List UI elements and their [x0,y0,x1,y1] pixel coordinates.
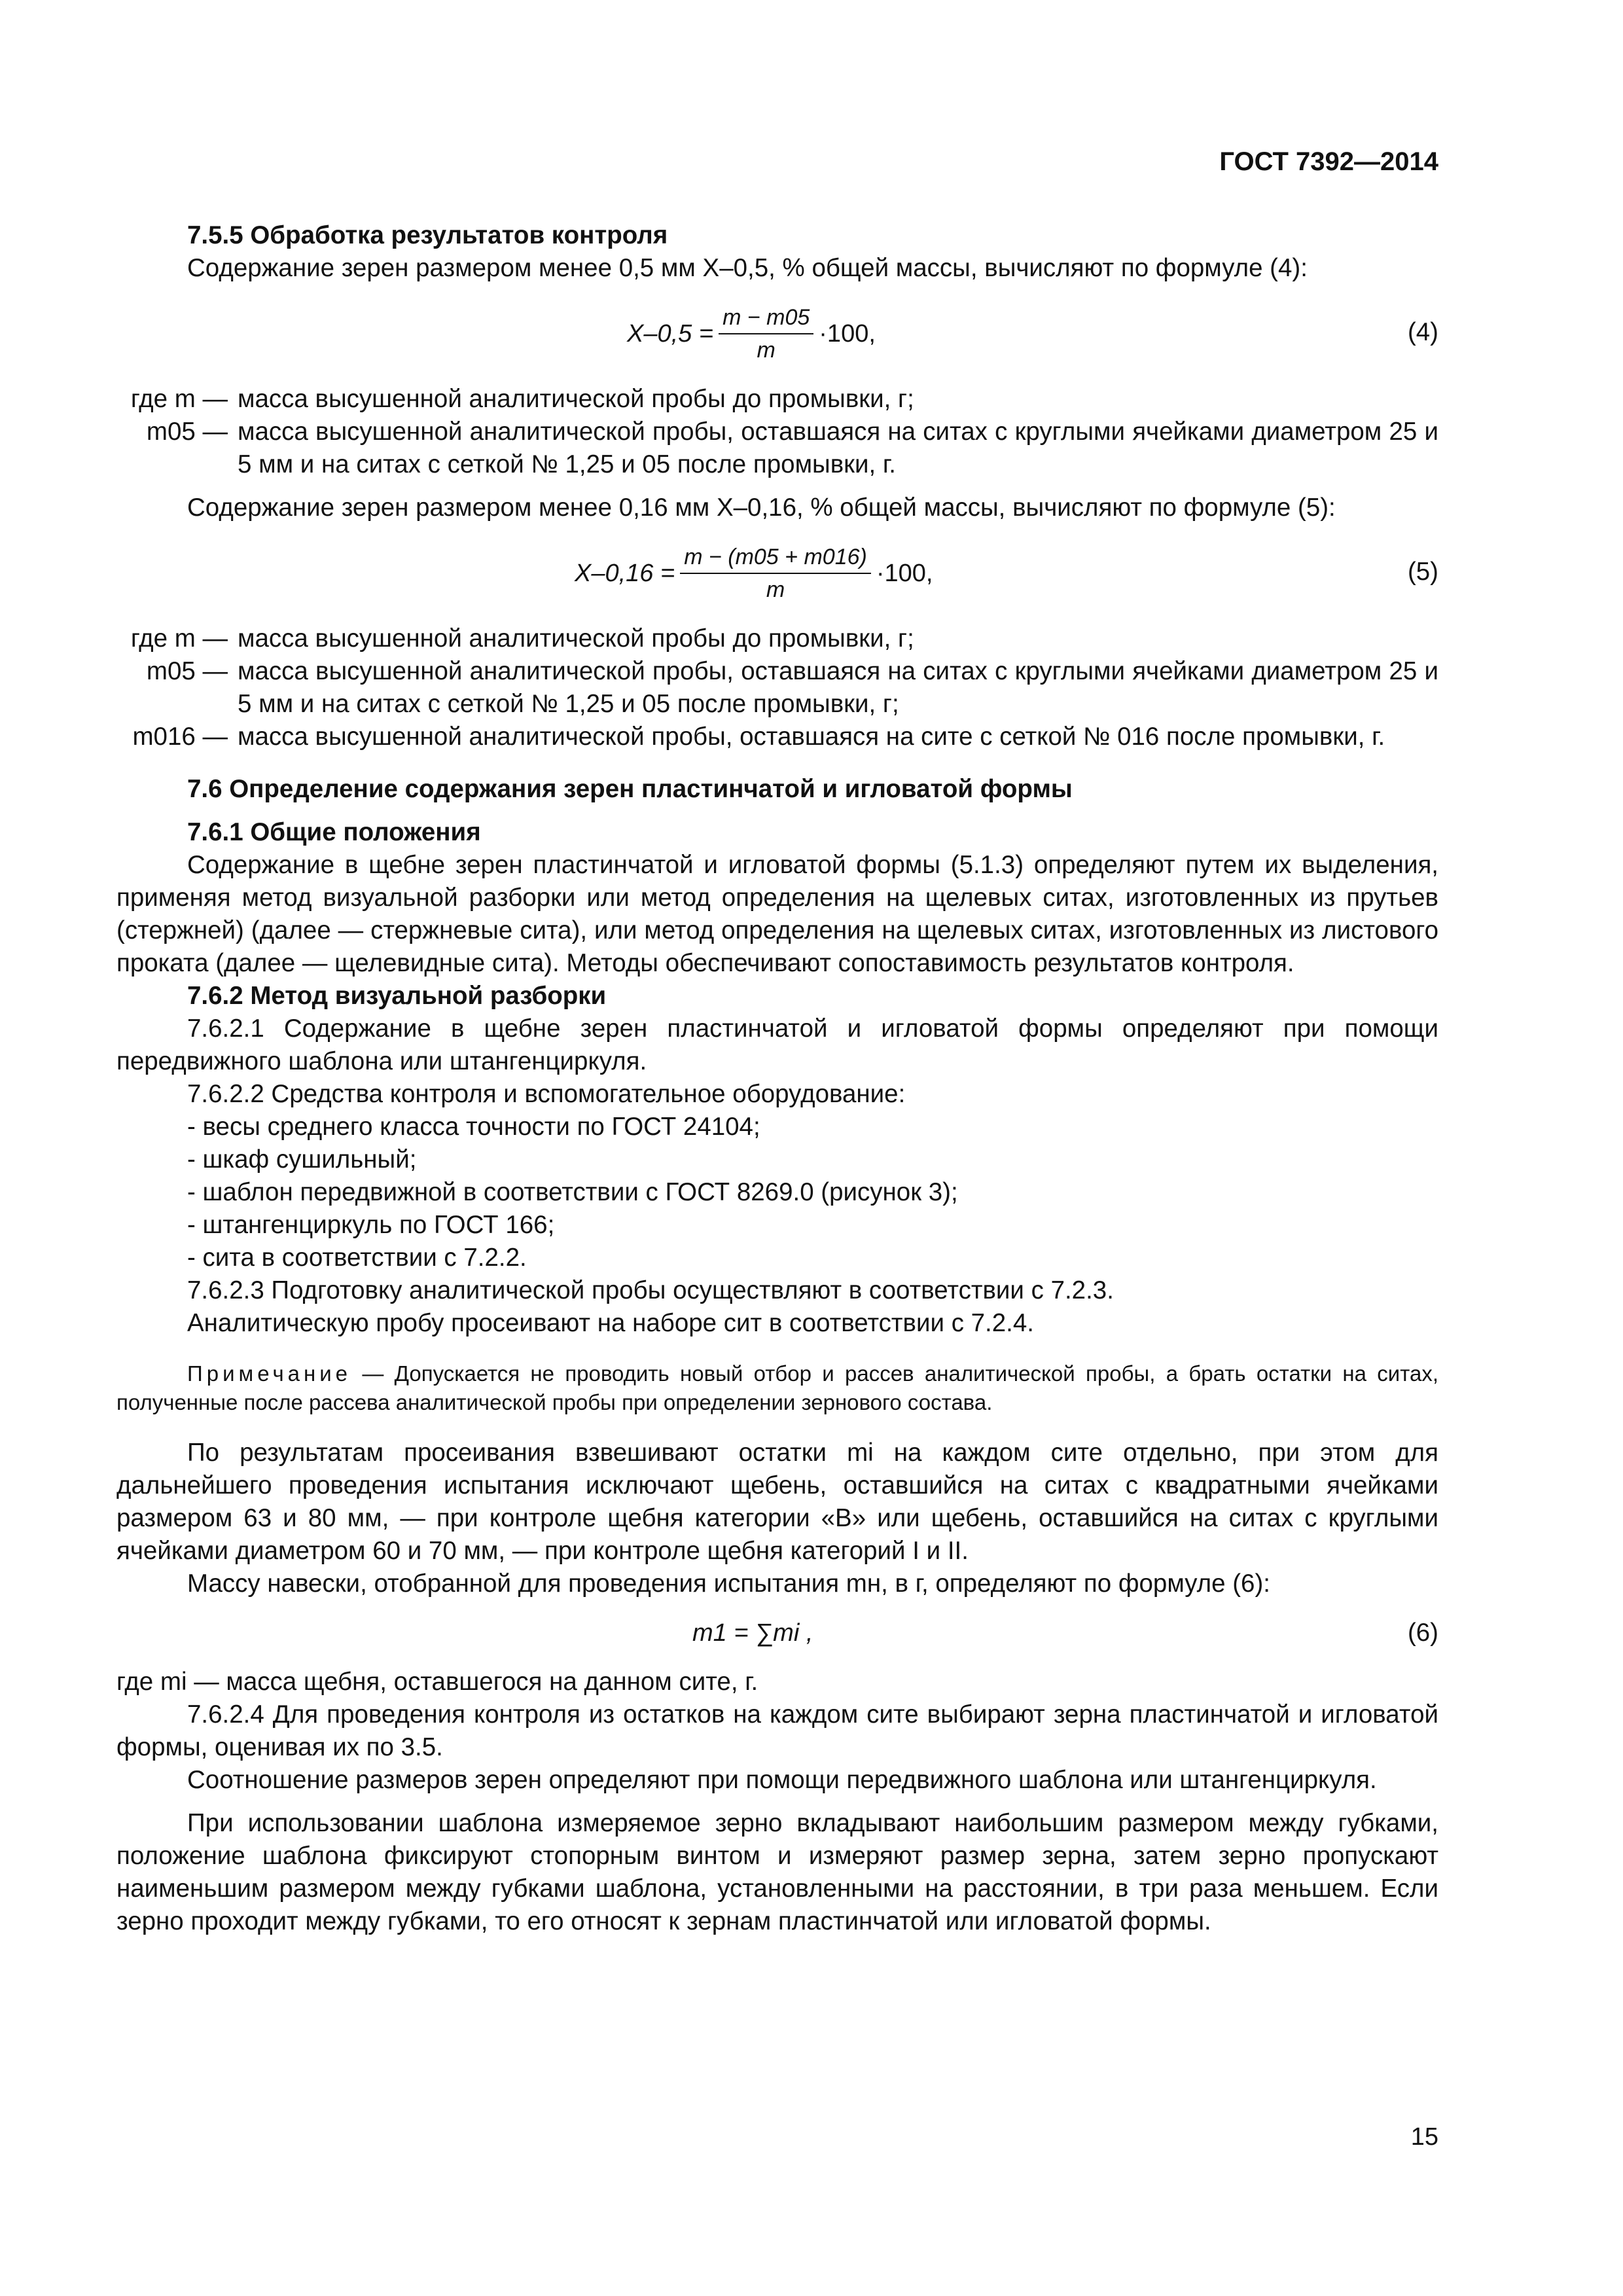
where-symbol: где m — [130,385,228,413]
where-definition: масса высушенной аналитической пробы до промывки, г; [238,624,914,653]
paragraph-7-6-2-3: 7.6.2.3 Подготовку аналитической пробы осуществляют в соответствии с 7.2.3. [187,1276,1114,1304]
formula-4-expression [627,285,876,383]
list-item: - весы среднего класса точности по ГОСТ 24104; [187,1113,760,1141]
formula-4 [116,285,1438,383]
paragraph-formula-4-intro: Содержание зерен размером менее 0,5 мм X–0,5, % общей массы, вычисляют по формуле (4): [187,254,1308,282]
formula-5-denominator: m [766,577,785,602]
page-number: 15 [1410,2123,1438,2151]
where-symbol: где m — [130,624,228,653]
where-item-m05 [116,416,1438,481]
formula-5-tail: ·100, [876,560,933,587]
paragraph-size-ratio: Соотношение размеров зерен определяют при помощи передвижного шаблона или штангенциркуля. [187,1766,1377,1794]
where-item-m05 [116,655,1438,721]
formula-4-numerator: m − m05 [719,303,813,334]
paragraph-sieving: Аналитическую пробу просеивают на наборе сит в соответствии с 7.2.4. [187,1309,1034,1337]
page-body [116,219,1438,1938]
paragraph-7-6-2-2: 7.6.2.2 Средства контроля и вспомогательное оборудование: [187,1080,906,1108]
where-definition: масса высушенной аналитической пробы до промывки, г; [238,385,914,413]
paragraph-7-6-2-4: 7.6.2.4 Для проведения контроля из остатков на каждом сите выбирают зерна пластинчатой и игловатой формы, оценивая их по 3.5. [116,1700,1438,1761]
where-symbol: m05 — [146,657,228,685]
list-item: - сита в соответствии с 7.2.2. [187,1244,527,1272]
paragraph-formula-5-intro: Содержание зерен размером менее 0,16 мм X–0,16, % общей массы, вычисляют по формуле (5): [187,493,1336,522]
formula-5-numerator: m − (m05 + m016) [680,543,871,574]
formula-6-expression: m1 = ∑mi , [692,1619,813,1647]
paragraph-sample-mass: Массу навески, отобранной для проведения испытания mн, в г, определяют по формуле (6): [187,1570,1270,1598]
formula-6-number: (6) [1407,1619,1438,1647]
where-item-mi: где mi — масса щебня, оставшегося на данном сите, г. [116,1668,758,1696]
where-definition: масса высушенной аналитической пробы, оставшаяся на ситах с круглыми ячейками диаметром 25 и 5 мм и на ситах с сеткой № 1,25 и 05 после промывки, г; [238,657,1438,718]
formula-5 [116,524,1438,622]
section-heading-7-6-2: 7.6.2 Метод визуальной разборки [187,982,607,1010]
section-heading-7-5-5: 7.5.5 Обработка результатов контроля [187,221,668,249]
section-heading-7-6-1: 7.6.1 Общие положения [187,818,481,846]
where-item-m [116,383,1438,416]
formula-4-fraction [719,303,813,365]
document-code-header: ГОСТ 7392—2014 [1219,147,1438,176]
where-symbol: m016 — [132,723,228,751]
formula-5-expression [575,524,933,622]
paragraph-7-6-2-1: 7.6.2.1 Содержание в щебне зерен пластинчатой и игловатой формы определяют при помощи передвижного шаблона или штангенциркуля. [116,1014,1438,1075]
paragraph-7-6-1: Содержание в щебне зерен пластинчатой и игловатой формы (5.1.3) определяют путем их выделения, применяя метод визуальной разборки или метод определения на щелевых ситах, изготовленных из прутьев (стержней) (далее — стержневые сита), или метод определения на щелевых ситах, изготовленных из листового проката (далее — щелевидные сита). Методы обеспечивают сопоставимость результатов контроля. [116,851,1438,977]
equipment-list [116,1111,1438,1274]
formula-5-number: (5) [1407,558,1438,586]
formula-4-lhs: X–0,5 = [627,320,714,348]
list-item: - шаблон передвижной в соответствии с ГОСТ 8269.0 (рисунок 3); [187,1178,958,1206]
formula-4-denominator: m [757,338,776,363]
where-definition: масса высушенной аналитической пробы, оставшаяся на сите с сеткой № 016 после промывки, г. [238,723,1385,751]
note [116,1359,1438,1417]
formula-5-lhs: X–0,16 = [575,560,675,587]
paragraph-sieving-results: По результатам просеивания взвешивают остатки mi на каждом сите отдельно, при этом для дальнейшего проведения испытания исключают щебень, оставшийся на ситах с квадратными ячейками размером 63 и 80 мм, — при контроле щебня категории «В» или щебень, оставшийся на ситах с круглыми ячейками диаметром 60 и 70 мм, — при контроле щебня категорий I и II. [116,1439,1438,1565]
where-definition: масса высушенной аналитической пробы, оставшаяся на ситах с круглыми ячейками диаметром 25 и 5 мм и на ситах с сеткой № 1,25 и 05 после промывки, г. [238,418,1438,478]
paragraph-template-method: При использовании шаблона измеряемое зерно вкладывают наибольшим размером между губками, положение шаблона фиксируют стопорным винтом и измеряют размер зерна, затем зерно пропускают наименьшим размером между губками шаблона, установленными на расстоянии, в три раза меньшем. Если зерно проходит между губками, то его относят к зернам пластинчатой или игловатой формы. [116,1809,1438,1935]
note-text: — Допускается не проводить новый отбор и рассев аналитической пробы, а брать остатки на ситах, полученные после рассева аналитической пробы при определении зернового состава. [116,1361,1438,1414]
formula-4-tail: ·100, [819,320,876,348]
where-item-m [116,622,1438,655]
list-item: - шкаф сушильный; [187,1145,417,1174]
formula-6 [116,1600,1438,1666]
where-item-m016 [116,721,1438,753]
section-heading-7-6: 7.6 Определение содержания зерен пластинчатой и игловатой формы [187,775,1073,803]
list-item: - штангенциркуль по ГОСТ 166; [187,1211,555,1239]
formula-4-number: (4) [1407,318,1438,346]
formula-5-fraction [680,543,871,604]
note-label: Примечание [187,1361,352,1386]
where-symbol: m05 — [146,418,228,446]
